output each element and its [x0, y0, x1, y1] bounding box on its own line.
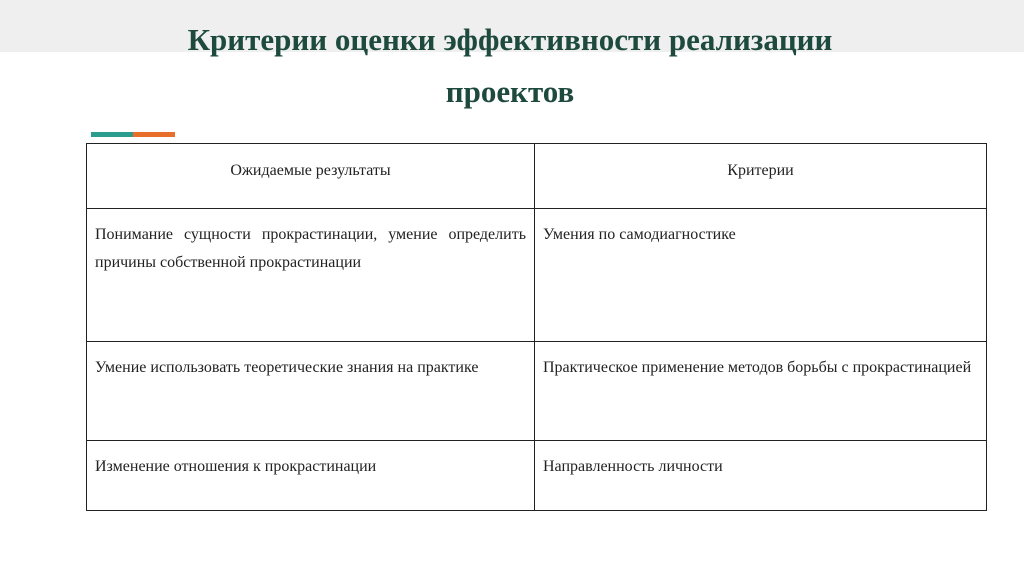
slide-title: Критерии оценки эффективности реализации проектов: [187, 22, 833, 109]
table-row: [87, 209, 987, 342]
table-cell: Умение использовать теоретические знания на практике: [87, 342, 535, 441]
table-cell: Практическое применение методов борьбы с прокрастинацией: [535, 342, 987, 441]
table-cell: Направленность личности: [535, 441, 987, 511]
table-row: [87, 342, 987, 441]
table-cell: Умения по самодиагностике: [535, 209, 987, 342]
accent-bar-teal: [91, 132, 133, 137]
table-cell: Понимание сущности прокрастинации, умение определить причины собственной прокрастинации: [87, 209, 535, 342]
table-header-row: [87, 144, 987, 209]
column-header-criteria: Критерии: [535, 144, 987, 209]
table-row: [87, 441, 987, 511]
criteria-table: [86, 143, 987, 511]
table-cell: Изменение отношения к прокрастинации: [87, 441, 535, 511]
column-header-expected-results: Ожидаемые результаты: [87, 144, 535, 209]
accent-bar-orange: [133, 132, 175, 137]
